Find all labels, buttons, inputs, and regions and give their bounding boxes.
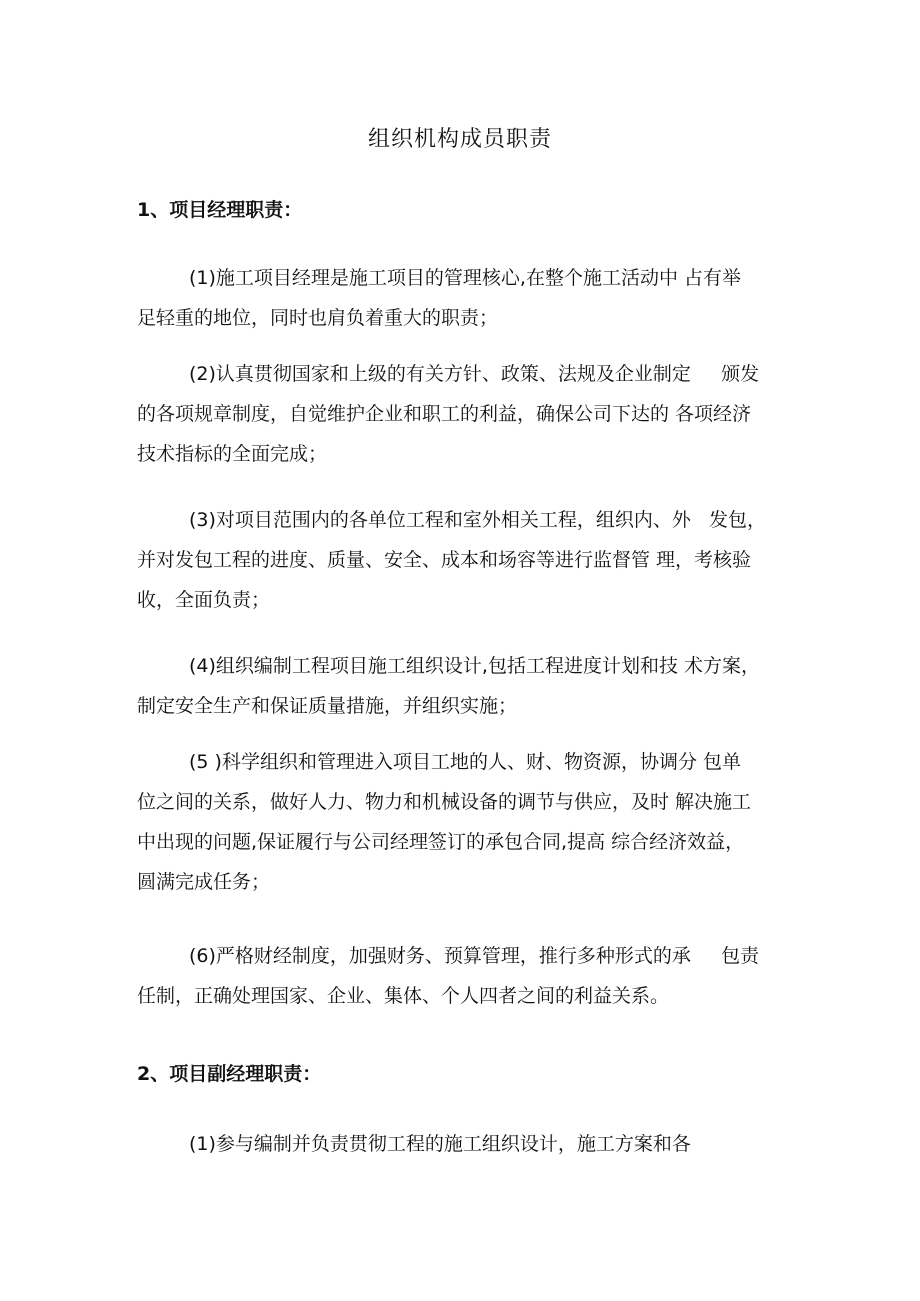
paragraph-item-3 [137,500,787,620]
section-heading-deputy-manager: 2、项目副经理职责： [137,1063,322,1085]
paragraph-item-2-1 [137,1124,787,1164]
paragraph-line: (6)严格财经制度，加强财务、预算管理，推行多种形式的承 包责 [189,945,760,967]
paragraph-item-1 [137,258,787,338]
paragraph-line: (3)对项目范围内的各单位工程和室外相关工程，组织内、外 发包， [189,509,767,531]
paragraph-item-4 [137,646,787,726]
paragraph-line: 制定安全生产和保证质量措施，并组织实施； [137,695,518,717]
paragraph-line: (2)认真贯彻国家和上级的有关方针、政策、法规及企业制定 颁发 [189,363,760,385]
paragraph-line: (1)施工项目经理是施工项目的管理核心,在整个施工活动中 占有举 [189,267,741,289]
paragraph-item-6 [137,936,787,1016]
paragraph-line: 任制，正确处理国家、企业、集体、个人四者之间的利益关系。 [137,985,670,1007]
paragraph-line: 圆满完成任务； [137,871,271,893]
paragraph-line: 技术指标的全面完成； [137,443,328,465]
paragraph-line: 足轻重的地位，同时也肩负着重大的职责； [137,307,499,329]
paragraph-item-2 [137,354,787,474]
paragraph-item-5 [137,742,787,902]
paragraph-line: 中出现的问题,保证履行与公司经理签订的承包合同,提高 综合经济效益， [137,831,745,853]
paragraph-line: 并对发包工程的进度、质量、安全、成本和场容等进行监督管 理，考核验 [137,549,752,571]
paragraph-line: (5 )科学组织和管理进入项目工地的人、财、物资源，协调分 包单 [189,751,741,773]
paragraph-line: 位之间的关系，做好人力、物力和机械设备的调节与供应，及时 解决施工 [137,791,752,813]
paragraph-line: 的各项规章制度，自觉维护企业和职工的利益，确保公司下达的 各项经济 [137,403,752,425]
page-title: 组织机构成员职责 [367,127,552,152]
paragraph-line: (1)参与编制并负责贯彻工程的施工组织设计，施工方案和各 [189,1133,691,1155]
section-heading-project-manager: 1、项目经理职责： [137,199,303,221]
paragraph-line: (4)组织编制工程项目施工组织设计,包括工程进度计划和技 术方案， [189,655,760,677]
paragraph-line: 收，全面负责； [137,589,271,611]
